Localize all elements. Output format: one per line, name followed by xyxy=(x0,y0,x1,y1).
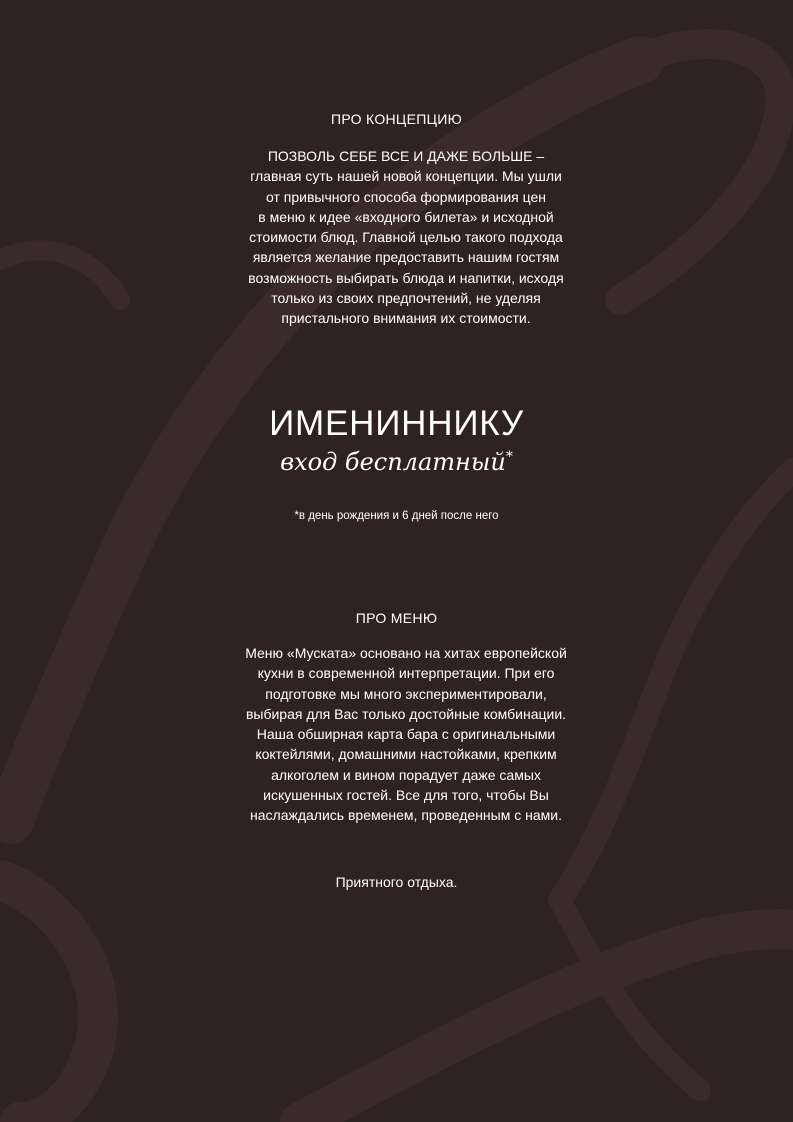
menu-paragraph xyxy=(196,643,616,826)
concept-line: возможность выбирать блюда и напитки, исходя xyxy=(248,269,564,286)
menu-line: алкоголем и вином порадует даже самых xyxy=(271,766,541,783)
menu-line: кухни в современной интерпретации. При его xyxy=(257,665,555,682)
concept-line: от привычного способа формирования цен xyxy=(265,188,546,205)
concept-line: в меню к идее «входного билета» и исходной xyxy=(258,208,554,225)
menu-line: Меню «Муската» основано на хитах европейской xyxy=(245,645,567,661)
concept-line: является желание предоставить нашим гостям xyxy=(252,249,560,266)
free-entry-text: вход бесплатный xyxy=(280,448,506,476)
birthday-script-text xyxy=(0,448,793,476)
concept-line: только из своих предпочтений, не уделяя xyxy=(271,290,541,307)
concept-paragraph xyxy=(196,146,616,329)
menu-line: наслаждались временем, проведенным с нами. xyxy=(250,807,562,824)
birthday-footnote: *в день рождения и 6 дней после него xyxy=(294,510,499,522)
menu-line: выбирая для Вас только достойные комбинации. xyxy=(245,705,567,722)
menu-line: Наша обширная карта бара с оригинальными xyxy=(256,726,556,743)
menu-line: коктейлями, домашними настойками, крепким xyxy=(255,746,557,763)
birthday-title: ИМЕНИННИКУ xyxy=(269,404,524,443)
menu-line: искушенных гостей. Все для того, чтобы Вы xyxy=(263,787,549,804)
concept-line: главная суть нашей новой концепции. Мы ушли xyxy=(250,168,562,185)
concept-line: пристального внимания их стоимости. xyxy=(281,310,531,327)
concept-heading: ПРО КОНЦЕПЦИЮ xyxy=(330,111,463,127)
menu-line: подготовке мы много экспериментировали, xyxy=(265,685,547,702)
concept-line: стоимости блюд. Главной целью такого подхода xyxy=(249,229,563,246)
concept-line: ПОЗВОЛЬ СЕБЕ ВСЕ И ДАЖЕ БОЛЬШЕ – xyxy=(267,148,545,164)
asterisk-mark: * xyxy=(505,449,513,465)
closing-text: Приятного отдыха. xyxy=(335,874,458,890)
menu-heading: ПРО МЕНЮ xyxy=(355,610,438,626)
